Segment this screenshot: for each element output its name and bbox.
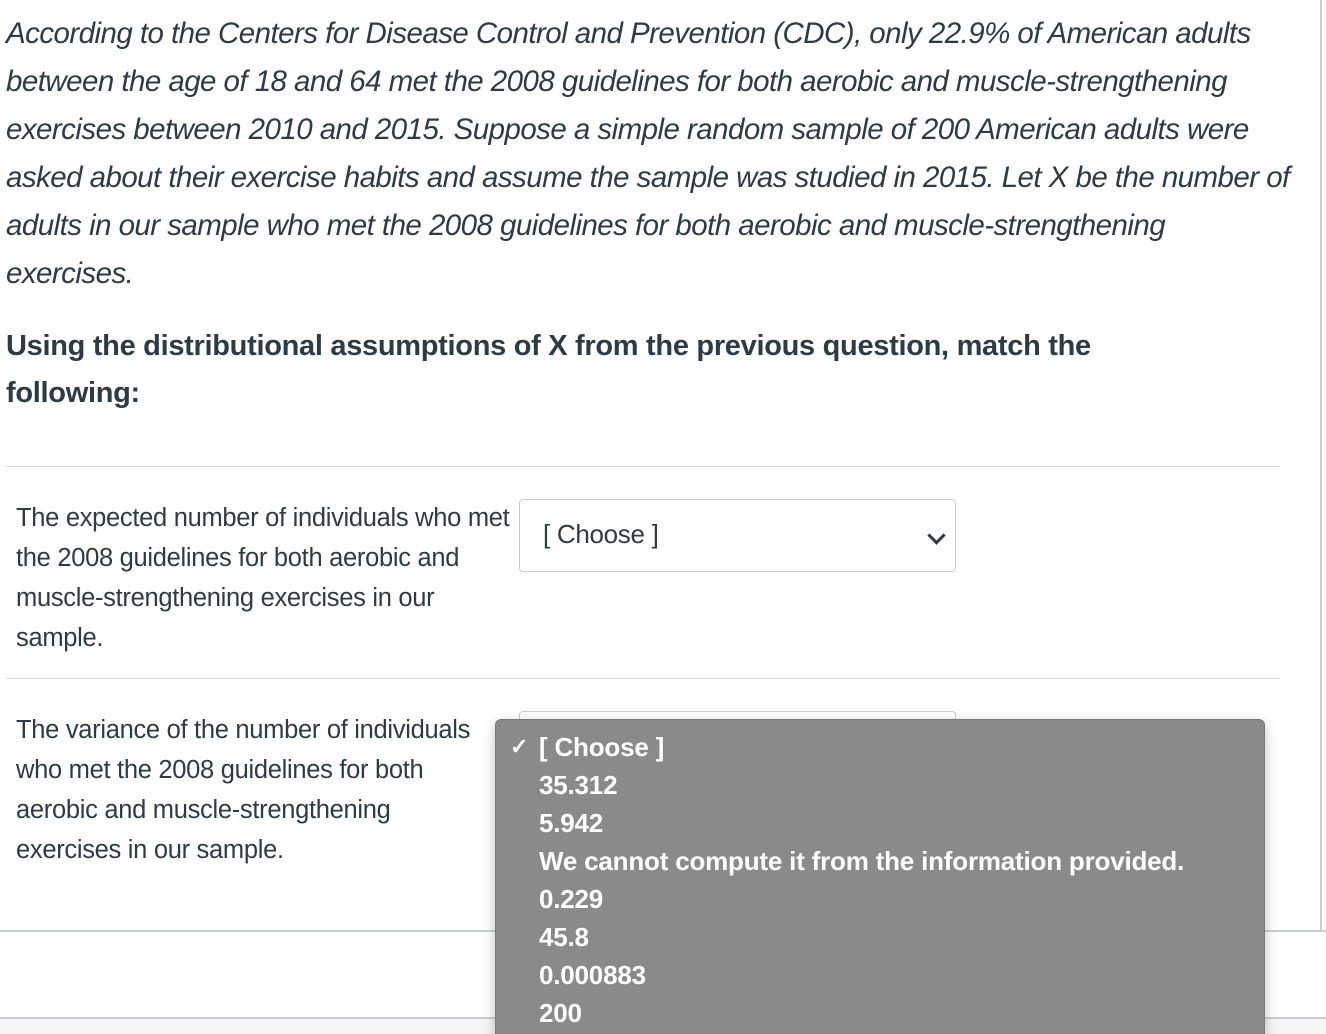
select-option[interactable] bbox=[496, 766, 1264, 804]
select-option[interactable] bbox=[496, 918, 1264, 956]
select-value: [ Choose ] bbox=[543, 519, 659, 549]
divider bbox=[6, 466, 1280, 467]
select-option-label: 35.312 bbox=[539, 770, 618, 800]
divider bbox=[6, 678, 1280, 679]
select-option[interactable] bbox=[496, 842, 1264, 880]
select-option[interactable] bbox=[496, 880, 1264, 918]
select-option-label: [ Choose ] bbox=[539, 732, 665, 762]
options-list bbox=[496, 720, 1264, 1032]
checkmark-icon: ✓ bbox=[510, 734, 529, 759]
select-option[interactable] bbox=[496, 728, 1264, 766]
select-option[interactable] bbox=[496, 956, 1264, 994]
select-options-menu[interactable] bbox=[495, 719, 1265, 1034]
match-prompt-variance: The variance of the number of individuals who met the 2008 guidelines for both aerobic and muscle-strengthening exercises in our sample. bbox=[16, 716, 471, 864]
content-right-border bbox=[1320, 0, 1322, 930]
answer-select-expected[interactable] bbox=[519, 499, 956, 572]
question-instruction: Using the distributional assumptions of X from the previous question, match the following: bbox=[6, 330, 1091, 409]
select-option[interactable] bbox=[496, 994, 1264, 1032]
select-option-label: 200 bbox=[539, 998, 582, 1028]
select-option[interactable] bbox=[496, 804, 1264, 842]
select-option-label: We cannot compute it from the information provided. bbox=[539, 846, 1185, 876]
select-option-label: 5.942 bbox=[539, 808, 604, 838]
match-prompt-expected: The expected number of individuals who met the 2008 guidelines for both aerobic and muscle-strengthening exercises in our sample. bbox=[16, 504, 510, 652]
question-text: According to the Centers for Disease Control and Prevention (CDC), only 22.9% of American adults between the age of 18 and 64 met the 2008 guidelines for both aerobic and muscle-strengthening exercises between 2010 and 2015. Suppose a simple random sample of 200 American adults were asked about their exercise habits and assume the sample was studied in 2015. Let X be the number of adults in our sample who met the 2008 guidelines for both aerobic and muscle-strengthening exercises. bbox=[6, 17, 1290, 290]
select-option-label: 0.000883 bbox=[539, 960, 646, 990]
select-option-label: 45.8 bbox=[539, 922, 589, 952]
select-option-label: 0.229 bbox=[539, 884, 604, 914]
chevron-down-icon bbox=[927, 526, 945, 544]
